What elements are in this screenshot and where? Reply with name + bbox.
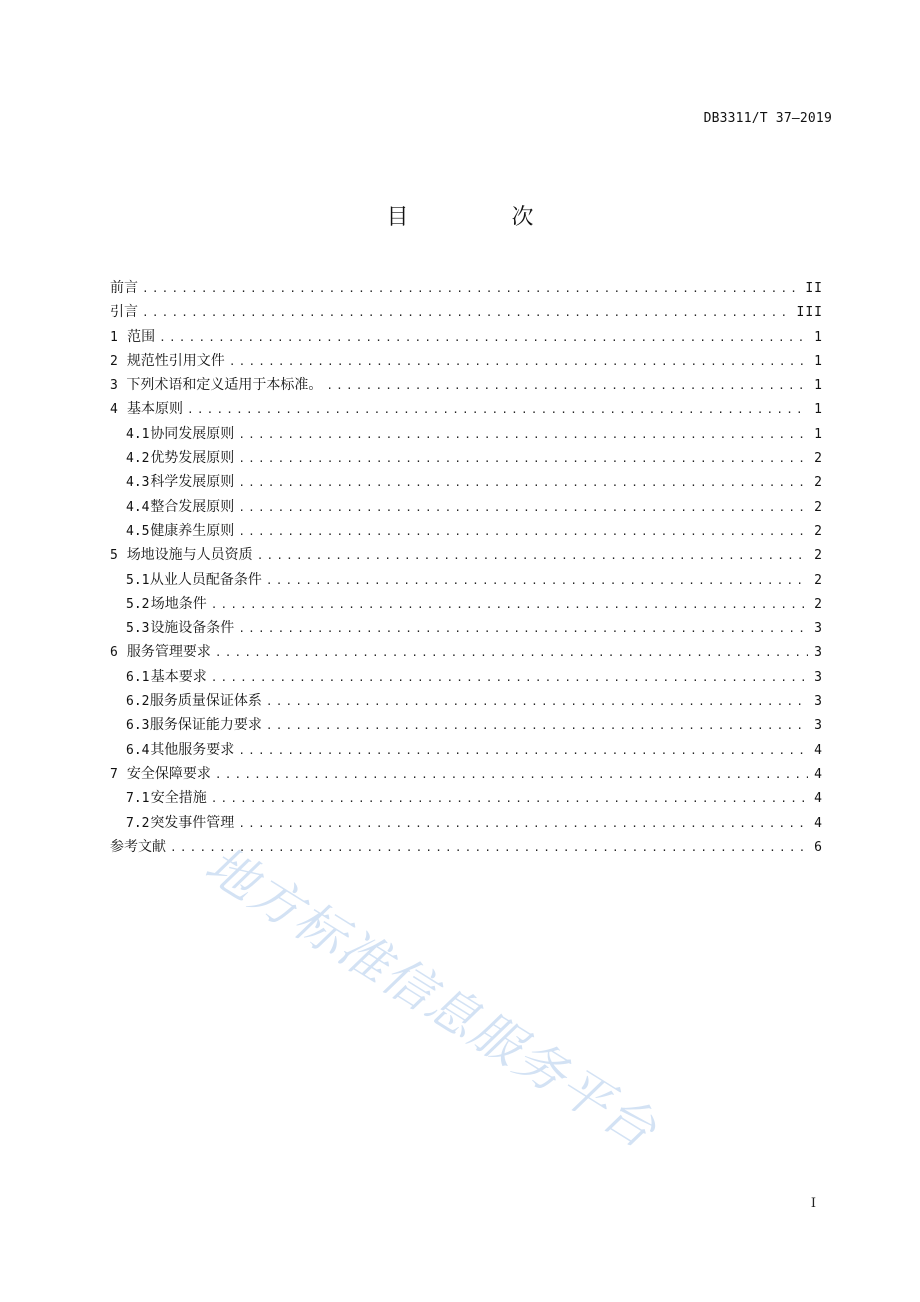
toc-entry[interactable] xyxy=(110,689,823,713)
toc-title: 目 次 xyxy=(386,205,582,230)
toc-entry-number: 6.3 xyxy=(126,718,150,734)
toc-entry-number: 5 xyxy=(110,548,118,564)
toc-entry-number: 4.2 xyxy=(126,451,150,467)
toc-entry-title: 优势发展原则 xyxy=(150,450,235,467)
toc-entry[interactable] xyxy=(110,568,823,592)
toc-entry-number: 4.4 xyxy=(126,499,150,515)
page-number: I xyxy=(810,1196,816,1211)
toc-entry[interactable] xyxy=(110,640,823,664)
toc-dot-leader xyxy=(142,301,791,325)
toc-dot-leader xyxy=(211,666,808,690)
toc-entry[interactable] xyxy=(110,446,823,470)
toc-entry-page: 2 xyxy=(814,572,823,588)
toc-entry-title: 从业人员配备条件 xyxy=(149,571,262,588)
toc-dot-leader xyxy=(187,398,808,422)
toc-entry-title: 下列术语和定义适用于本标准。 xyxy=(126,377,323,394)
toc-entry[interactable] xyxy=(110,835,823,859)
table-of-contents xyxy=(110,276,823,859)
toc-entry[interactable] xyxy=(110,786,823,810)
toc-dot-leader xyxy=(266,714,808,738)
toc-entry-number: 7.1 xyxy=(126,791,150,807)
toc-entry-title: 科学发展原则 xyxy=(150,474,235,491)
toc-entry-page: 4 xyxy=(814,742,823,758)
toc-entry[interactable] xyxy=(110,325,823,349)
toc-dot-leader xyxy=(211,787,808,811)
toc-entry[interactable] xyxy=(110,276,823,300)
toc-entry[interactable] xyxy=(110,373,823,397)
toc-entry-title: 安全保障要求 xyxy=(126,765,211,782)
toc-entry-title: 安全措施 xyxy=(150,790,207,807)
toc-entry-page: 1 xyxy=(814,329,823,345)
toc-entry-title: 场地设施与人员资质 xyxy=(126,547,253,564)
toc-entry-number: 4 xyxy=(110,402,118,418)
toc-entry-title: 健康养生原则 xyxy=(150,522,235,539)
toc-dot-leader xyxy=(215,641,808,665)
toc-entry-page: 4 xyxy=(814,791,823,807)
toc-dot-leader xyxy=(257,544,808,568)
toc-entry-title: 服务保证能力要求 xyxy=(149,717,262,734)
toc-entry[interactable] xyxy=(110,495,823,519)
toc-entry-page: 3 xyxy=(814,645,823,661)
toc-entry[interactable] xyxy=(110,811,823,835)
toc-dot-leader xyxy=(170,836,808,860)
toc-dot-leader xyxy=(238,812,808,836)
toc-entry-number: 6.4 xyxy=(126,742,150,758)
toc-entry-number: 5.1 xyxy=(126,572,150,588)
toc-entry-title: 范围 xyxy=(127,328,156,345)
toc-dot-leader xyxy=(159,326,808,350)
toc-entry-page: 4 xyxy=(814,815,823,831)
toc-entry-title: 规范性引用文件 xyxy=(126,352,225,369)
toc-dot-leader xyxy=(238,447,808,471)
toc-entry[interactable] xyxy=(110,519,823,543)
toc-entry-title: 基本要求 xyxy=(150,668,207,685)
toc-dot-leader xyxy=(238,739,808,763)
toc-entry-page: 2 xyxy=(814,499,823,515)
toc-entry-number: 6.1 xyxy=(126,669,150,685)
toc-entry-title: 参考文献 xyxy=(110,838,166,855)
toc-entry-page: 3 xyxy=(814,669,823,685)
toc-entry[interactable] xyxy=(110,300,823,324)
toc-entry-page: 1 xyxy=(814,426,823,442)
toc-entry-page: 2 xyxy=(814,451,823,467)
toc-entry-page: 2 xyxy=(814,475,823,491)
toc-dot-leader xyxy=(238,617,808,641)
toc-entry[interactable] xyxy=(110,713,823,737)
toc-entry-number: 5.3 xyxy=(126,621,150,637)
toc-entry-page: 2 xyxy=(814,548,823,564)
toc-entry-number: 6.2 xyxy=(126,694,150,710)
toc-dot-leader xyxy=(238,520,808,544)
toc-dot-leader xyxy=(266,690,808,714)
toc-entry-title: 前言 xyxy=(110,280,138,296)
toc-entry-number: 4.1 xyxy=(126,426,150,442)
toc-dot-leader xyxy=(238,471,808,495)
toc-entry-page: 1 xyxy=(814,353,823,369)
toc-entry-number: 5.2 xyxy=(126,596,150,612)
toc-entry-page: 2 xyxy=(814,596,823,612)
toc-entry[interactable] xyxy=(110,470,823,494)
toc-entry-title: 整合发展原则 xyxy=(150,498,235,515)
toc-entry-title: 服务管理要求 xyxy=(126,644,211,661)
toc-entry-title: 设施设备条件 xyxy=(150,620,235,637)
watermark: 地方标准信息服务平台 xyxy=(195,835,668,1161)
toc-entry-number: 1 xyxy=(110,329,118,345)
toc-entry[interactable] xyxy=(110,422,823,446)
toc-entry-page: 2 xyxy=(814,523,823,539)
toc-entry[interactable] xyxy=(110,665,823,689)
toc-entry-title: 基本原则 xyxy=(127,401,184,418)
toc-entry-number: 2 xyxy=(110,353,118,369)
toc-entry[interactable] xyxy=(110,592,823,616)
toc-entry-page: 1 xyxy=(814,402,823,418)
toc-dot-leader xyxy=(142,277,799,301)
toc-entry-title: 场地条件 xyxy=(150,595,207,612)
toc-entry-number: 6 xyxy=(110,645,118,661)
toc-entry-page: 3 xyxy=(814,621,823,637)
toc-entry-number: 3 xyxy=(110,378,118,394)
toc-dot-leader xyxy=(238,496,808,520)
toc-entry-title: 其他服务要求 xyxy=(150,741,235,758)
toc-entry-number: 4.5 xyxy=(126,523,150,539)
toc-entry-number: 7 xyxy=(110,766,118,782)
toc-entry-page: II xyxy=(805,281,823,296)
toc-entry-number: 7.2 xyxy=(126,815,150,831)
toc-entry-page: 3 xyxy=(814,694,823,710)
toc-entry-title: 引言 xyxy=(110,304,138,321)
toc-dot-leader xyxy=(211,593,808,617)
toc-entry-title: 服务质量保证体系 xyxy=(149,693,262,710)
toc-entry-page: 4 xyxy=(814,766,823,782)
toc-entry-number: 4.3 xyxy=(126,475,150,491)
toc-entry-page: 6 xyxy=(814,839,823,855)
toc-entry[interactable] xyxy=(110,616,823,640)
toc-entry[interactable] xyxy=(110,543,823,567)
toc-entry-page: 1 xyxy=(814,378,823,394)
toc-dot-leader xyxy=(215,763,808,787)
toc-entry-title: 突发事件管理 xyxy=(150,814,235,831)
document-code: DB3311/T 37—2019 xyxy=(703,111,832,126)
toc-dot-leader xyxy=(266,569,808,593)
toc-entry[interactable] xyxy=(110,762,823,786)
toc-dot-leader xyxy=(326,374,808,398)
toc-entry[interactable] xyxy=(110,738,823,762)
toc-dot-leader xyxy=(238,423,808,447)
toc-entry-page: III xyxy=(796,305,823,321)
toc-entry[interactable] xyxy=(110,397,823,421)
toc-entry-page: 3 xyxy=(814,718,823,734)
toc-entry-title: 协同发展原则 xyxy=(150,425,235,442)
toc-entry[interactable] xyxy=(110,349,823,373)
toc-dot-leader xyxy=(229,350,808,374)
